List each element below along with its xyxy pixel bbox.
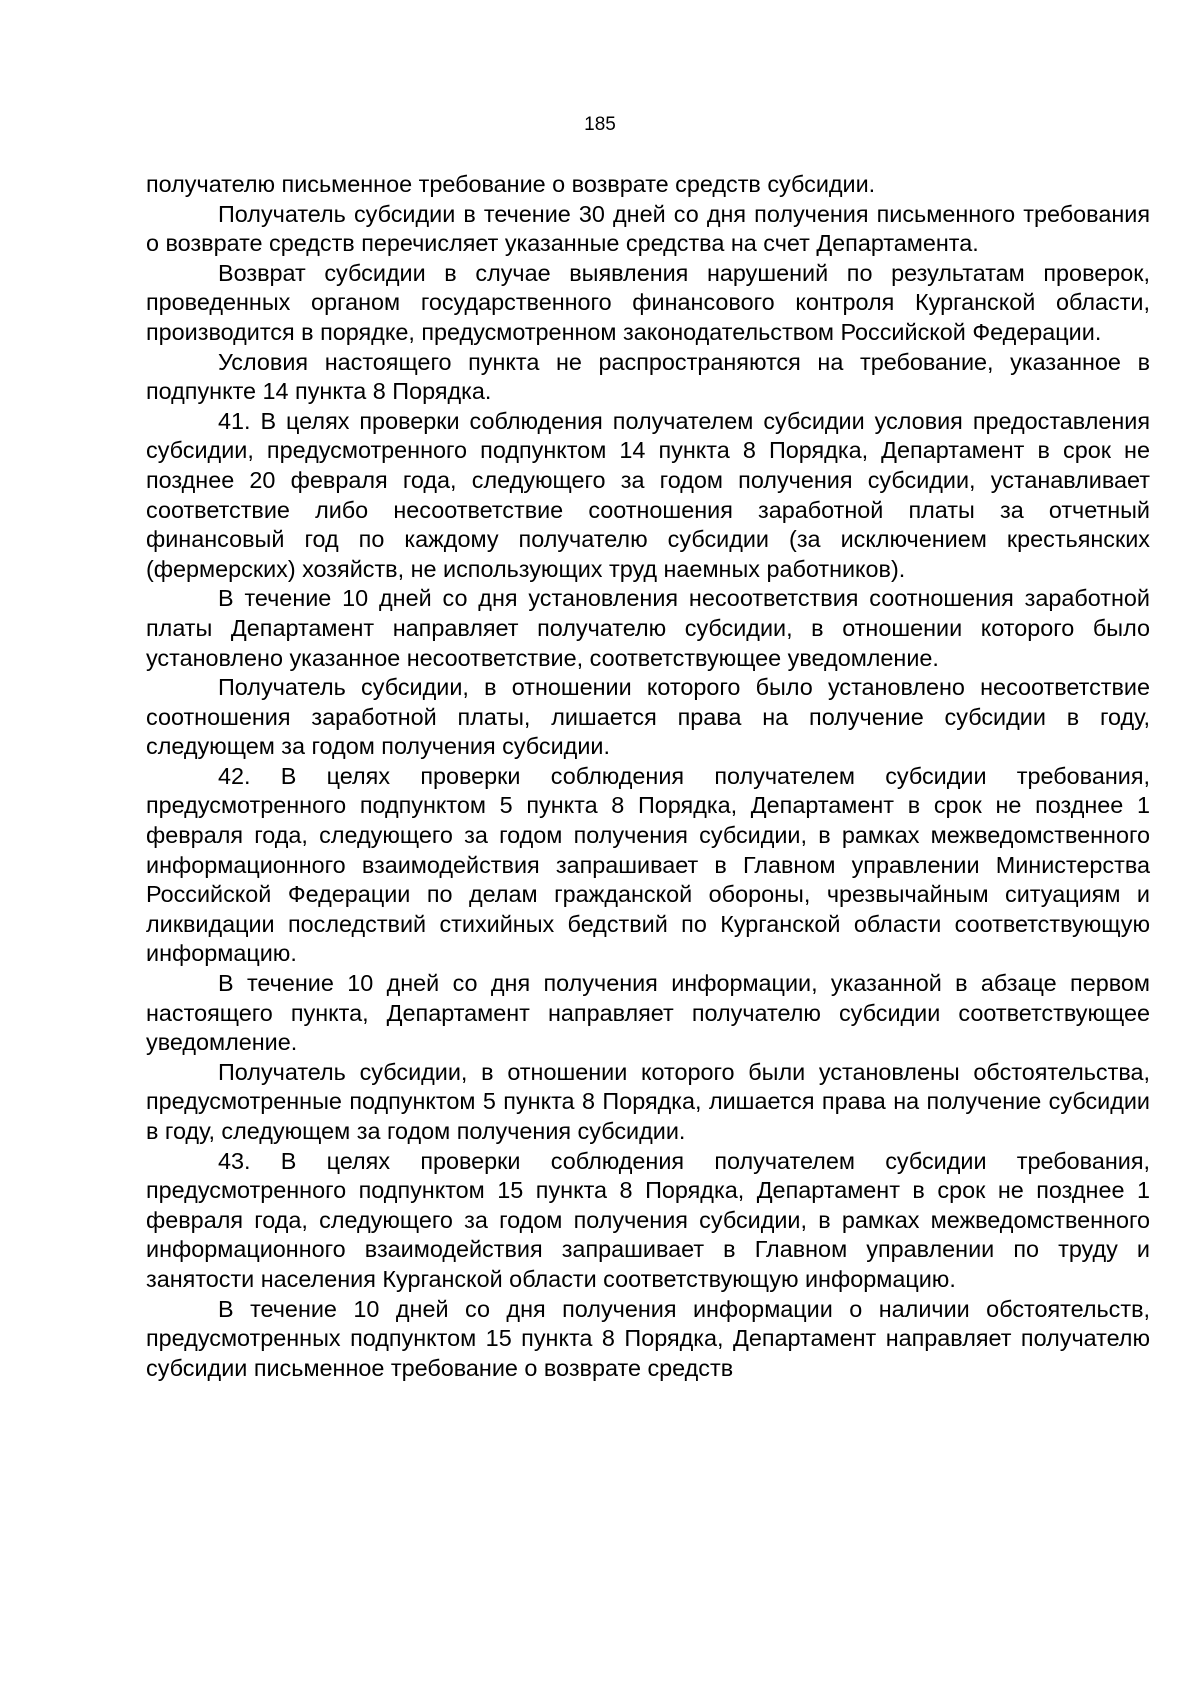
paragraph: 42. В целях проверки соблюдения получателем субсидии требования, предусмотренного подпунктом 5 пункта 8 Порядка, Департамент в срок не позднее 1 февраля года, следующего за годом получения субсидии, в рамках межведомственного информационного взаимодействия запрашивает в Главном управлении Министерства Российской Федерации по делам гражданской обороны, чрезвычайным ситуациям и ликвидации последствий стихийных бедствий по Курганской области соответствующую информацию. — [146, 762, 1150, 967]
paragraph: Условия настоящего пункта не распространяются на требование, указанное в подпункте 14 пункта 8 Порядка. — [146, 348, 1150, 405]
paragraph: Получатель субсидии, в отношении которого были установлены обстоятельства, предусмотренные подпунктом 5 пункта 8 Порядка, лишается права на получение субсидии в году, следующем за годом получения субсидии. — [146, 1058, 1150, 1144]
paragraph: получателю письменное требование о возврате средств субсидии. — [146, 171, 876, 197]
paragraph: В течение 10 дней со дня получения информации о наличии обстоятельств, предусмотренных подпунктом 15 пункта 8 Порядка, Департамент направляет получателю субсидии письменное требование о возврате средств — [146, 1295, 1150, 1381]
paragraph: Получатель субсидии, в отношении которого было установлено несоответствие соотношения заработной платы, лишается права на получение субсидии в году, следующем за годом получения субсидии. — [146, 674, 1150, 760]
page-number: 185 — [584, 114, 616, 135]
paragraph: Возврат субсидии в случае выявления нарушений по результатам проверок, проведенных органом государственного финансового контроля Курганской области, производится в порядке, предусмотренном законодательством Российской Федерации. — [146, 259, 1150, 345]
paragraph: Получатель субсидии в течение 30 дней со дня получения письменного требования о возврате средств перечисляет указанные средства на счет Департамента. — [146, 200, 1150, 257]
document-body — [146, 170, 1150, 1383]
paragraph: В течение 10 дней со дня получения информации, указанной в абзаце первом настоящего пункта, Департамент направляет получателю субсидии соответствующее уведомление. — [146, 970, 1150, 1056]
paragraph: 43. В целях проверки соблюдения получателем субсидии требования, предусмотренного подпунктом 15 пункта 8 Порядка, Департамент в срок не позднее 1 февраля года, следующего за годом получения субсидии, в рамках межведомственного информационного взаимодействия запрашивает в Главном управлении по труду и занятости населения Курганской области соответствующую информацию. — [146, 1147, 1150, 1292]
paragraph: 41. В целях проверки соблюдения получателем субсидии условия предоставления субсидии, предусмотренного подпунктом 14 пункта 8 Порядка, Департамент в срок не позднее 20 февраля года, следующего за годом получения субсидии, устанавливает соответствие либо несоответствие соотношения заработной платы за отчетный финансовый год по каждому получателю субсидии (за исключением крестьянских (фермерских) хозяйств, не использующих труд наемных работников). — [146, 407, 1150, 582]
paragraph: В течение 10 дней со дня установления несоответствия соотношения заработной платы Департамент направляет получателю субсидии, в отношении которого было установлено указанное несоответствие, соответствующее уведомление. — [146, 585, 1150, 671]
